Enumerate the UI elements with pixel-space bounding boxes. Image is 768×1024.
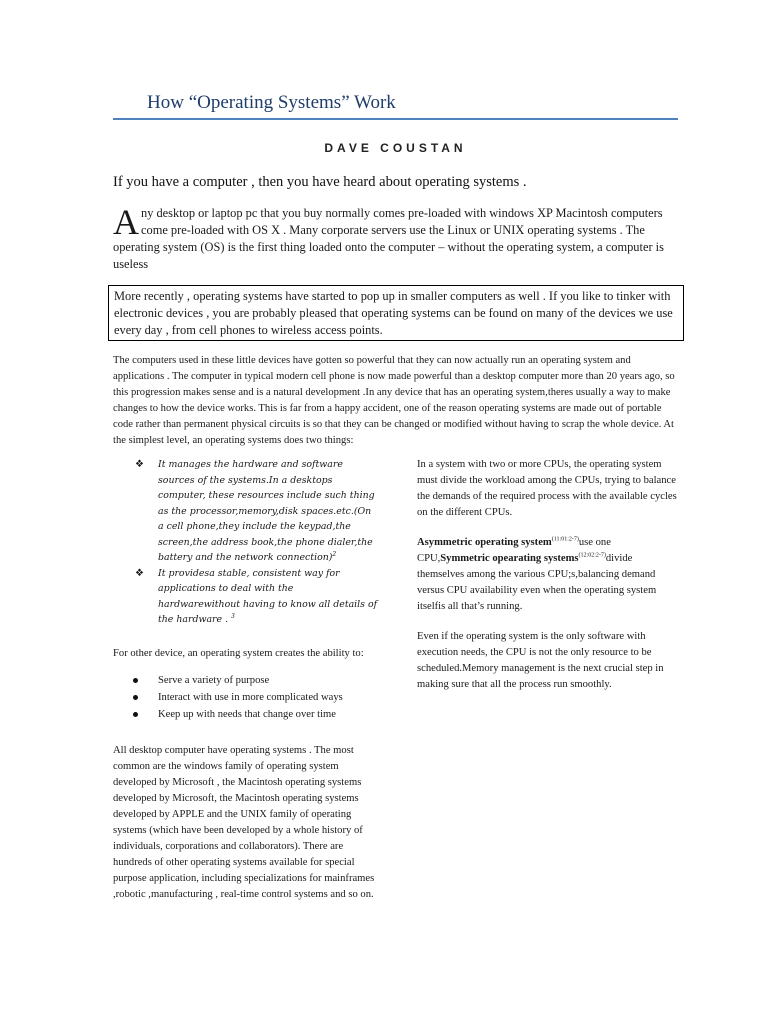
- author-name: DAVE COUSTAN: [324, 141, 467, 155]
- list-item: ❖ It manages the hardware and software sources of the systems.In a desktops computer, these resources include such thing as the processor,memory,disk spaces.etc.(On a cell phone,they include the keypad,the screen,the address book,the phone dialer,the battery and the network connection)$^2$: [135, 459, 375, 563]
- left-column: [113, 457, 378, 903]
- list-item: Interact with use in more complicated ways: [113, 689, 378, 706]
- symmetric-label: Symmetric opearating systems: [440, 553, 579, 564]
- multi-cpu-paragraph: In a system with two or more CPUs, the operating system must divide the workload among the CPUs, trying to balance the demands of the required process with the available cycles on the different CPUs.: [417, 459, 677, 518]
- bullet-dot-icon: [133, 712, 138, 717]
- intro-lead: If you have a computer , then you have heard about operating systems .: [113, 174, 527, 190]
- right-column: [417, 457, 682, 693]
- bullet-dot-icon: [133, 695, 138, 700]
- page-title: How “Operating Systems” Work: [147, 92, 396, 113]
- intro-paragraph-text: ny desktop or laptop pc that you buy normally comes pre-loaded with windows XP Macintosh computers come pre-loaded with OS X . Many corporate servers use the Linux or UNIX operating systems . The operating system (OS) is the first thing loaded onto the computer – without the operating system, a computer is useless: [113, 206, 664, 271]
- bullet-dot-icon: [133, 678, 138, 683]
- footnote-ref: 2: [332, 550, 337, 558]
- italic-bullet-list: [113, 457, 378, 628]
- memory-paragraph: Even if the operating system is the only software with execution needs, the CPU is not the only resource to be scheduled.Memory management is the next crucial step in making sure that all the process run smoothly.: [417, 631, 664, 690]
- list-item: Serve a variety of purpose: [113, 672, 378, 689]
- cpu-types-paragraph: Asymmetric operating system$^{(11:01:2-7)}$use one CPU,Symmetric opearating systems$^{(12:02:2-7)}$divide themselves among the various CPU;s,balancing demand versus CPU availability even when the operating system itselfis all that’s running.: [417, 536, 657, 612]
- other-device-intro: For other device, an operating system creates the ability to:: [113, 647, 364, 659]
- title-rule: [113, 118, 678, 120]
- footnote-ref: 3: [231, 612, 235, 620]
- diamond-bullet-icon: ❖: [135, 459, 144, 470]
- body-paragraph: The computers used in these little devices have gotten so powerful that they can now actually run an operating system and applications . The computer in typical modern cell phone is now made powerful than a desktop computer more than 20 years ago, so this progression makes sense and is a natural development .In any device that has an operating system,theres usually a way to make changes to how the device works. This is far from a happy accident, one of the reason operating systems are made out of portable code rather than permanent physical circuits is so that they can be changed or modified without having to scrap the whole device. At the simplest level, an operating systems does two things:: [113, 355, 675, 446]
- footnote-ref: (11:01:2-7): [551, 536, 579, 543]
- drop-cap: A: [113, 202, 139, 242]
- asymmetric-label: Asymmetric operating system: [417, 537, 552, 548]
- intro-paragraph: [113, 202, 678, 273]
- desktop-os-paragraph: All desktop computer have operating systems . The most common are the windows family of operating system developed by Microsoft , the Macintosh operating systems developed by Microsoft, the Macintosh operating systems developed by APPLE and the UNIX family of operating systems (which have been developed by a whole history of individuals, corporations and collaborators). There are hundreds of other operating systems available for special purpose application, including specializations for mainframes ,robotic ,manufacturing , real-time control systems and so on.: [113, 744, 375, 900]
- abilities-list: [113, 672, 378, 723]
- list-item: ❖ It providesa stable, consistent way for applications to deal with the hardwarewithout having to know all details of the hardware . $^3$: [135, 567, 378, 625]
- list-item: Keep up with needs that change over time: [113, 706, 378, 723]
- footnote-ref: (12:02:2-7): [578, 552, 606, 559]
- callout-box: More recently , operating systems have started to pop up in smaller computers as well . If you like to tinker with electronic devices , you are probably pleased that operating systems can be found on many of the devices we use every day , from cell phones to wireless access points.: [108, 285, 684, 341]
- diamond-bullet-icon: ❖: [135, 567, 144, 579]
